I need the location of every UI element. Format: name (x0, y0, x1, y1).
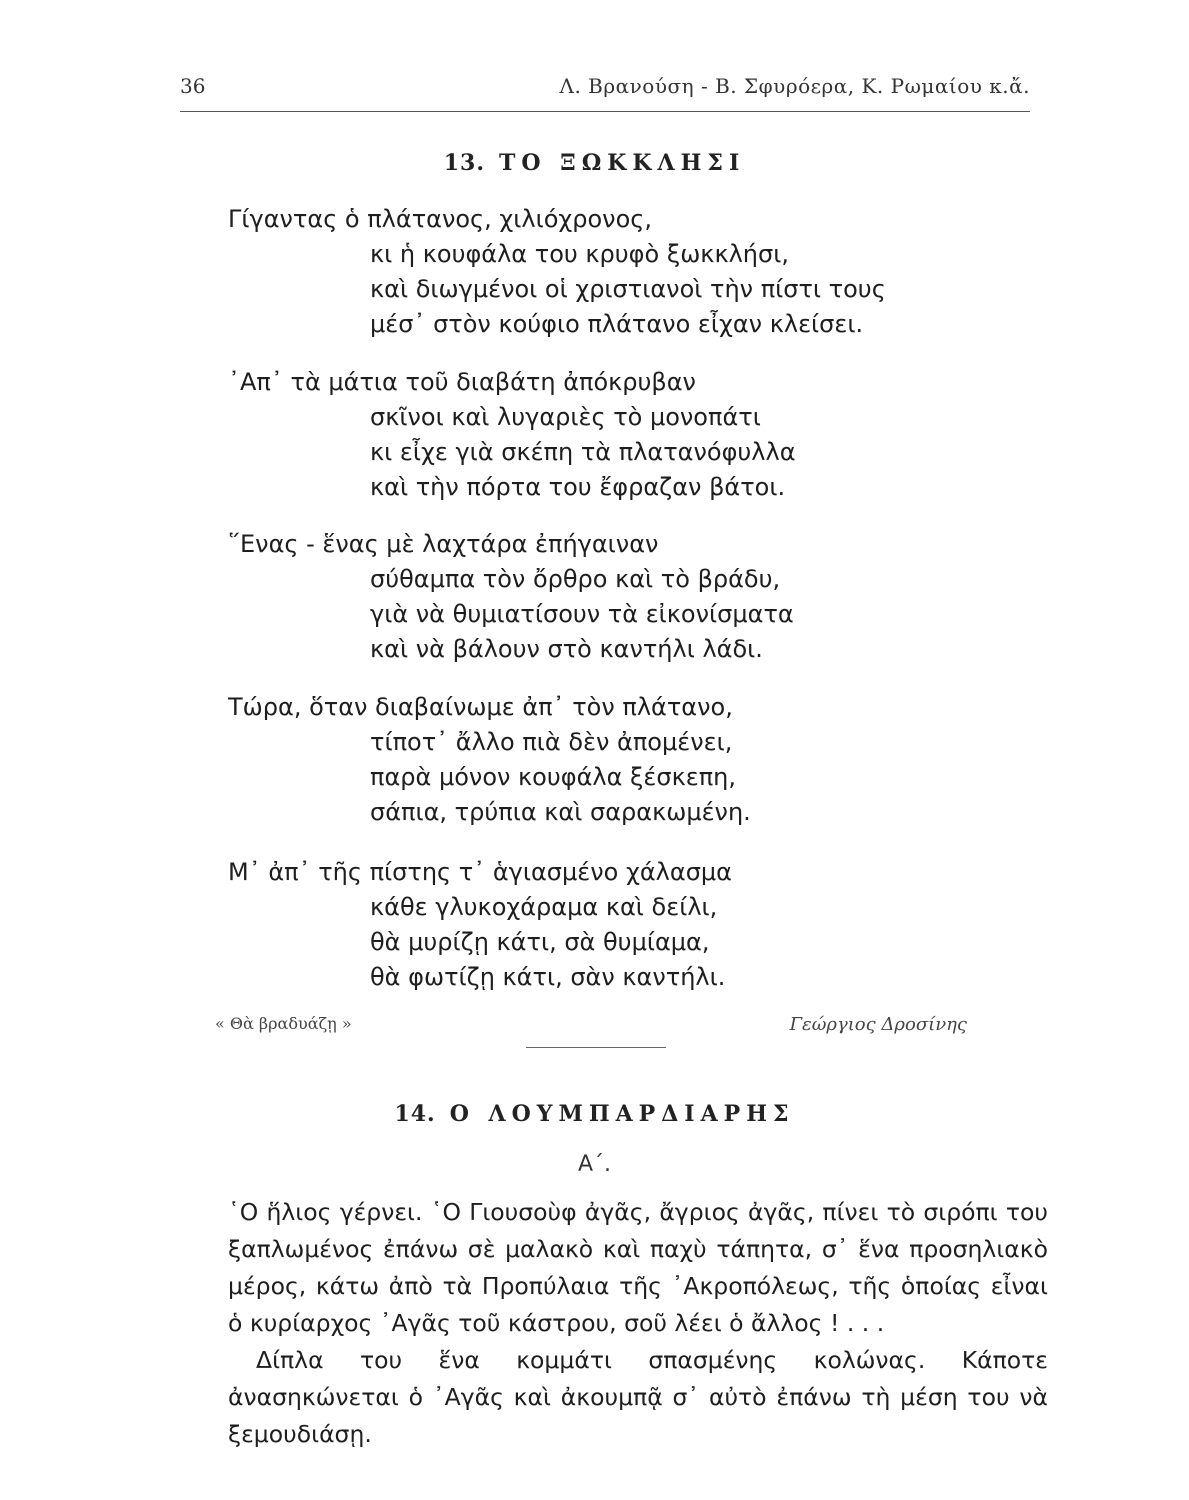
poem-line: ᾽Απ᾽ τὰ μάτια τοῦ διαβάτη ἀπόκρυβαν (228, 368, 696, 396)
poem-line: θὰ φωτίζῃ κάτι, σὰν καντήλι. (370, 963, 726, 991)
header-rule (180, 111, 1030, 112)
poem-line: γιὰ νὰ θυμιατίσουν τὰ εἰκονίσματα (370, 600, 794, 628)
poem-line: σύθαμπα τὸν ὄρθρο καὶ τὸ βράδυ, (370, 565, 781, 593)
poem-line: καὶ τὴν πόρτα του ἔφραζαν βάτοι. (370, 473, 786, 501)
running-head: Λ. Βρανούση - Β. Σφυρόερα, Κ. Ρωμαίου κ.ἄ. (559, 74, 1030, 98)
poem-line: κι εἶχε γιὰ σκέπη τὰ πλατανόφυλλα (370, 438, 796, 466)
poem-13-number: 13. (443, 150, 486, 176)
poem-line: καὶ νὰ βάλουν στὸ καντήλι λάδι. (370, 635, 763, 663)
poem-line: θὰ μυρίζῃ κάτι, σὰ θυμίαμα, (370, 928, 710, 956)
poem-14-number: 14. (394, 1101, 436, 1127)
page-header (180, 74, 1030, 106)
poem-line: Τώρα, ὅταν διαβαίνωμε ἀπ᾽ τὸν πλάτανο, (228, 693, 733, 721)
prose-paragraph: Δίπλα του ἕνα κομμάτι σπασμένης κολώνας. Κάποτε ἀνασηκώνεται ὁ ᾽Αγᾶς καὶ ἀκουμπᾷ σ᾽ αὐτὸ ἐπάνω τὴ μέση του νὰ ξεμουδιάσῃ. (228, 1346, 1048, 1448)
prose-paragraph: ῾Ο ἥλιος γέρνει. ῾Ο Γιουσοὺφ ἀγᾶς, ἄγριος ἀγᾶς, πίνει τὸ σιρόπι του ξαπλωμένος ἐπάνω σὲ μαλακὸ καὶ παχὺ τάπητα, σ᾽ ἕνα προσηλιακὸ μέρος, κάτω ἀπὸ τὰ Προπύλαια τῆς ᾽Ακροπόλεως, τῆς ὁποίας εἶναι ὁ κυρίαρχος ᾽Αγᾶς τοῦ κάστρου, σοῦ λέει ὁ ἄλλος ! . . . (228, 1198, 1048, 1337)
poem-line: σάπια, τρύπια καὶ σαρακωμένη. (370, 798, 751, 826)
poem-14-title (0, 1101, 1189, 1127)
poem-13-source: « Θὰ βραδυάζῃ » (215, 1014, 352, 1033)
poem-line: κάθε γλυκοχάραμα καὶ δείλι, (370, 893, 718, 921)
poem-13-title-text: ΤΟ ΞΩΚΚΛΗΣΙ (499, 150, 746, 176)
poem-line: Μ᾽ ἀπ᾽ τῆς πίστης τ᾽ ἁγιασμένο χάλασμα (228, 858, 732, 886)
poem-line: Γίγαντας ὁ πλάτανος, χιλιόχρονος, (228, 205, 652, 233)
poem-14-prose (228, 1194, 1048, 1453)
poem-13-author: Γεώργιος Δροσίνης (789, 1014, 967, 1035)
poem-13-title (0, 150, 1189, 176)
poem-line: κι ἡ κουφάλα του κρυφὸ ξωκκλήσι, (370, 240, 789, 268)
poem-14-section-mark: Α΄. (577, 1152, 612, 1177)
poem-14-title-text: Ο ΛΟΥΜΠΑΡΔΙΑΡΗΣ (449, 1101, 795, 1127)
poem-line: τίποτ᾽ ἄλλο πιὰ δὲν ἀπομένει, (370, 728, 733, 756)
page-number: 36 (180, 74, 206, 98)
poem-line: σκῖνοι καὶ λυγαριὲς τὸ μονοπάτι (370, 403, 761, 431)
poem-line: μέσ᾽ στὸν κούφιο πλάτανο εἶχαν κλείσει. (370, 310, 864, 338)
poem-line: καὶ διωγμένοι οἱ χριστιανοὶ τὴν πίστι τους (370, 275, 886, 303)
poem-line: παρὰ μόνον κουφάλα ξέσκεπη, (370, 763, 737, 791)
poem-line: ῞Ενας - ἕνας μὲ λαχτάρα ἐπήγαιναν (228, 530, 659, 558)
section-separator (526, 1047, 666, 1048)
